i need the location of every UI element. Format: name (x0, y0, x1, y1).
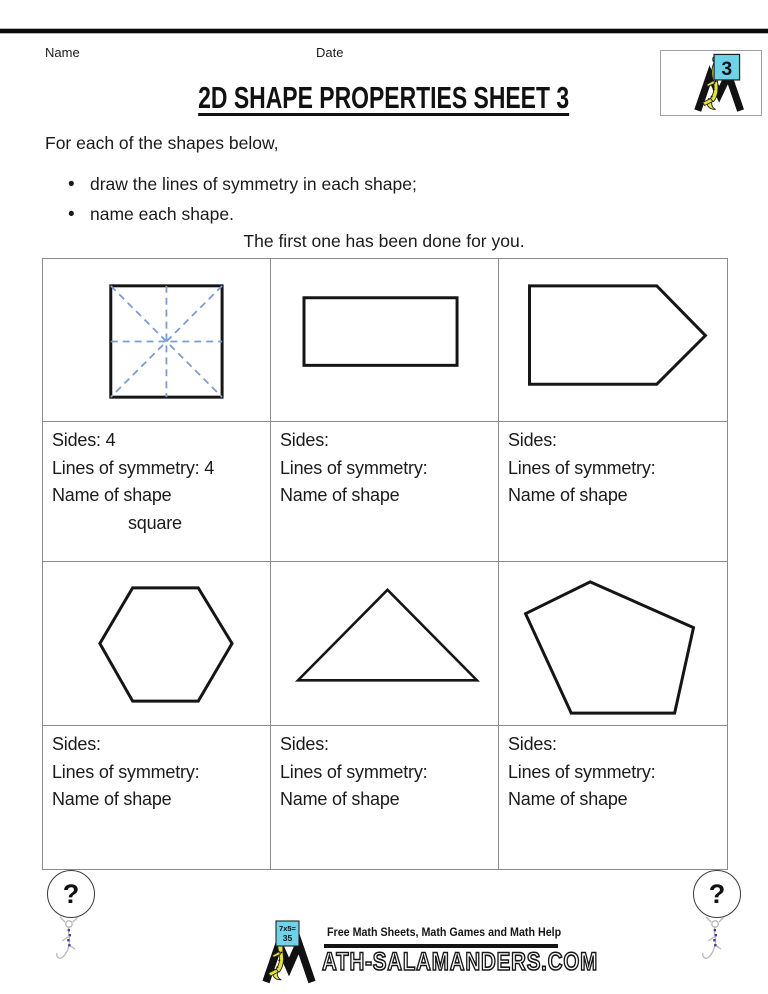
badge-number: 3 (721, 57, 733, 80)
card-line-1: 7x5= (279, 924, 296, 933)
shape-cell-hexagon (43, 562, 271, 726)
shape-name-label: Name of shape (280, 485, 400, 505)
answer-cell-right-pentagon (499, 422, 727, 562)
right-pentagon-shape (499, 259, 727, 421)
footer-tagline: Free Math Sheets, Math Games and Math Help (327, 927, 562, 939)
page-title: 2D SHAPE PROPERTIES SHEET 3 (198, 80, 570, 115)
rectangle-shape (271, 259, 498, 421)
pentagon-shape (499, 562, 727, 725)
symmetry-label: Lines of symmetry: (280, 457, 428, 478)
answer-cell-square (43, 422, 271, 562)
answer-cell-triangle (271, 726, 499, 869)
shape-cell-pentagon (499, 562, 727, 726)
symmetry-label: Lines of symmetry: 4 (52, 457, 215, 478)
sides-label: Sides: (52, 734, 101, 754)
symmetry-label: Lines of symmetry: (508, 457, 656, 478)
answer-text: square (128, 512, 182, 533)
shape-name-label: Name of shape (508, 789, 628, 809)
rectangle-outline (304, 298, 457, 366)
shape-cell-triangle (271, 562, 499, 726)
salamander-doodle-right (699, 915, 731, 961)
help-question-circle-left: ? (47, 870, 95, 918)
shapes-table (42, 258, 728, 870)
triangle-outline (298, 590, 477, 680)
answer-cell-pentagon (499, 726, 727, 869)
sides-label: Sides: 4 (52, 430, 116, 450)
right-pentagon-outline (530, 286, 706, 384)
instruction-bullet-1: • draw the lines of symmetry in each shape; (68, 174, 417, 196)
hexagon-outline (100, 588, 232, 701)
footer-divider-bar (324, 944, 558, 948)
example-note: The first one has been done for you. (243, 231, 525, 251)
card-line-2: 35 (282, 933, 293, 943)
triangle-shape (271, 562, 498, 725)
footer-logo-icon (252, 920, 322, 984)
instruction-bullet-2: • name each shape. (68, 204, 234, 226)
help-question-circle-right: ? (693, 870, 741, 918)
symmetry-label: Lines of symmetry: (52, 761, 200, 782)
date-field-label: Date (316, 45, 344, 60)
square-shape (43, 259, 270, 421)
hexagon-shape (43, 562, 270, 725)
pentagon-outline (526, 582, 694, 713)
sides-label: Sides: (280, 430, 329, 450)
shape-name-label: Name of shape (52, 789, 172, 809)
footer-brand-text: ATH-SALAMANDERS.COM (322, 948, 598, 976)
answer-cell-hexagon (43, 726, 271, 869)
sides-label: Sides: (508, 430, 557, 450)
sides-label: Sides: (280, 734, 329, 754)
shape-cell-square (43, 259, 271, 422)
shape-cell-right-pentagon (499, 259, 727, 422)
easel-m-icon (266, 944, 312, 982)
name-field-label: Name (45, 45, 80, 60)
symmetry-label: Lines of symmetry: (508, 761, 656, 782)
shape-name-label: Name of shape (508, 485, 628, 505)
sides-label: Sides: (508, 734, 557, 754)
shape-name-label: Name of shape (280, 789, 400, 809)
salamander-doodle-left (53, 915, 85, 961)
shape-cell-rectangle (271, 259, 499, 422)
answer-cell-rectangle (271, 422, 499, 562)
shape-name-label: Name of shape (52, 485, 172, 505)
top-divider-bar (0, 28, 768, 34)
symmetry-label: Lines of symmetry: (280, 761, 428, 782)
instructions-intro: For each of the shapes below, (45, 133, 279, 153)
